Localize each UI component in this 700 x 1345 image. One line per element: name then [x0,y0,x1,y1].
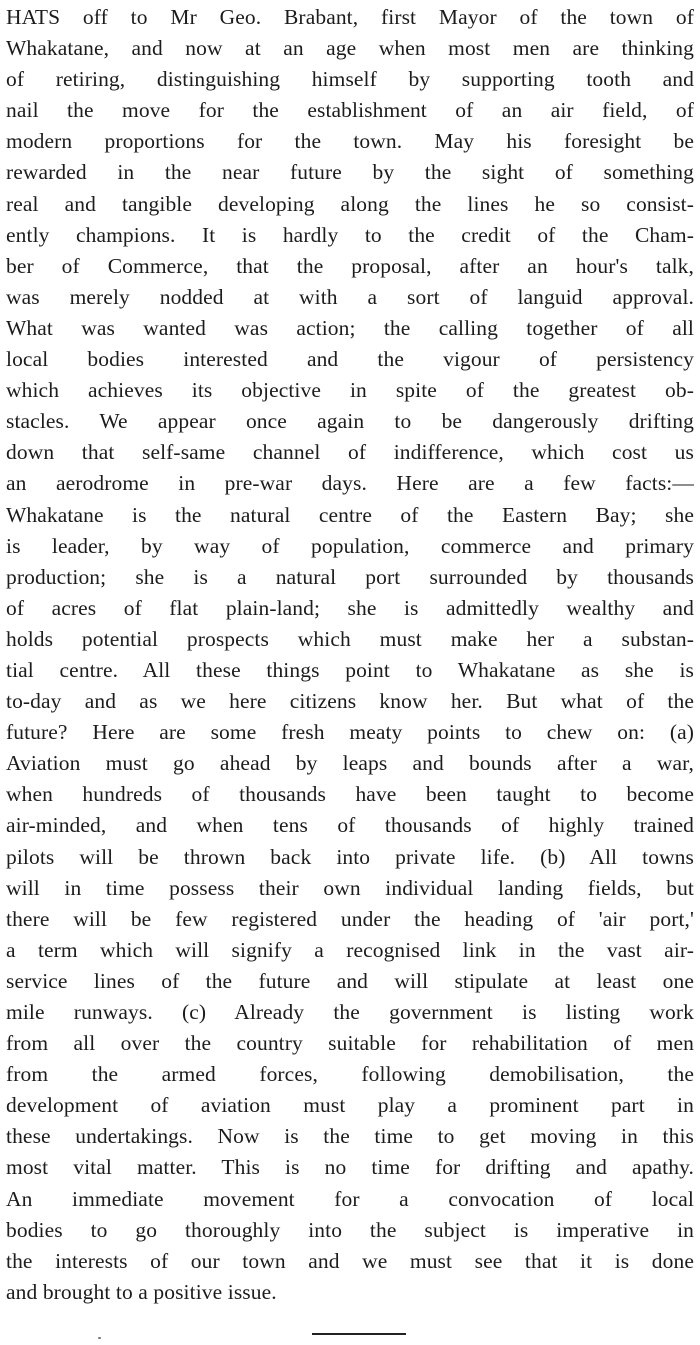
article-line: Aviation must go ahead by leaps and bounds after a war, [6,751,694,776]
article-line: from all over the country suitable for rehabilitation of men [6,1031,694,1056]
article-line: an aerodrome in pre-war days. Here are a few facts:— [6,471,694,496]
article-line: tial centre. All these things point to Whakatane as she is [6,657,694,682]
article-line: production; she is a natural port surrounded by thousands [6,564,694,589]
article-line: stacles. We appear once again to be dangerously drifting [6,409,694,434]
article-line: which achieves its objective in spite of the greatest ob- [6,378,694,403]
article-line: and brought to a positive issue. [6,1279,277,1304]
article-line: ently champions. It is hardly to the credit of the Cham- [6,222,694,247]
article-line: modern proportions for the town. May his foresight be [6,129,694,154]
article-line: real and tangible developing along the lines he so consist- [6,191,694,216]
article-line: down that self-same channel of indifference, which cost us [6,440,694,465]
section-divider-rule [312,1333,406,1335]
article-line: Whakatane, and now at an age when most men are thinking [6,36,694,61]
article-line: mile runways. (c) Already the government is listing work [6,1000,694,1024]
article-line: there will be few registered under the heading of 'air port,' [6,906,694,931]
article-line: air-minded, and when tens of thousands of highly trained [6,813,694,838]
article-line: is leader, by way of population, commerce and primary [6,533,694,558]
article-body [6,2,694,1308]
article-line: What was wanted was action; the calling together of all [6,315,694,340]
article-line: was merely nodded at with a sort of languid approval. [6,284,694,309]
print-speck [98,1337,101,1339]
article-line: rewarded in the near future by the sight of something [6,160,694,185]
article-line: pilots will be thrown back into private life. (b) All towns [6,844,694,869]
article-line: development of aviation must play a prominent part in [6,1093,694,1118]
article-line: bodies to go thoroughly into the subject is imperative in [6,1217,694,1242]
article-line: ber of Commerce, that the proposal, after an hour's talk, [6,253,694,278]
article-line: of retiring, distinguishing himself by supporting tooth and [6,67,694,92]
article-line: future? Here are some fresh meaty points to chew on: (a) [6,720,694,745]
article-line: of acres of flat plain-land; she is admittedly wealthy and [6,595,694,620]
article-line: An immediate movement for a convocation of local [6,1186,694,1211]
article-line: HATS off to Mr Geo. Brabant, first Mayor of the town of [6,5,694,29]
article-line: when hundreds of thousands have been taught to become [6,782,694,807]
article-line: to-day and as we here citizens know her. But what of the [6,689,694,714]
article-line: the interests of our town and we must see that it is done [6,1248,694,1273]
article-line: nail the move for the establishment of an air field, of [6,98,694,123]
article-line: most vital matter. This is no time for drifting and apathy. [6,1155,694,1180]
article-line: Whakatane is the natural centre of the Eastern Bay; she [6,502,694,527]
article-line: will in time possess their own individual landing fields, but [6,875,694,900]
article-line: holds potential prospects which must make her a substan- [6,626,694,651]
article-line: a term which will signify a recognised link in the vast air- [6,937,694,962]
article-line: service lines of the future and will stipulate at least one [6,968,694,993]
article-line: from the armed forces, following demobilisation, the [6,1062,694,1087]
article-line: these undertakings. Now is the time to get moving in this [6,1124,694,1149]
article-line: local bodies interested and the vigour of persistency [6,347,694,372]
